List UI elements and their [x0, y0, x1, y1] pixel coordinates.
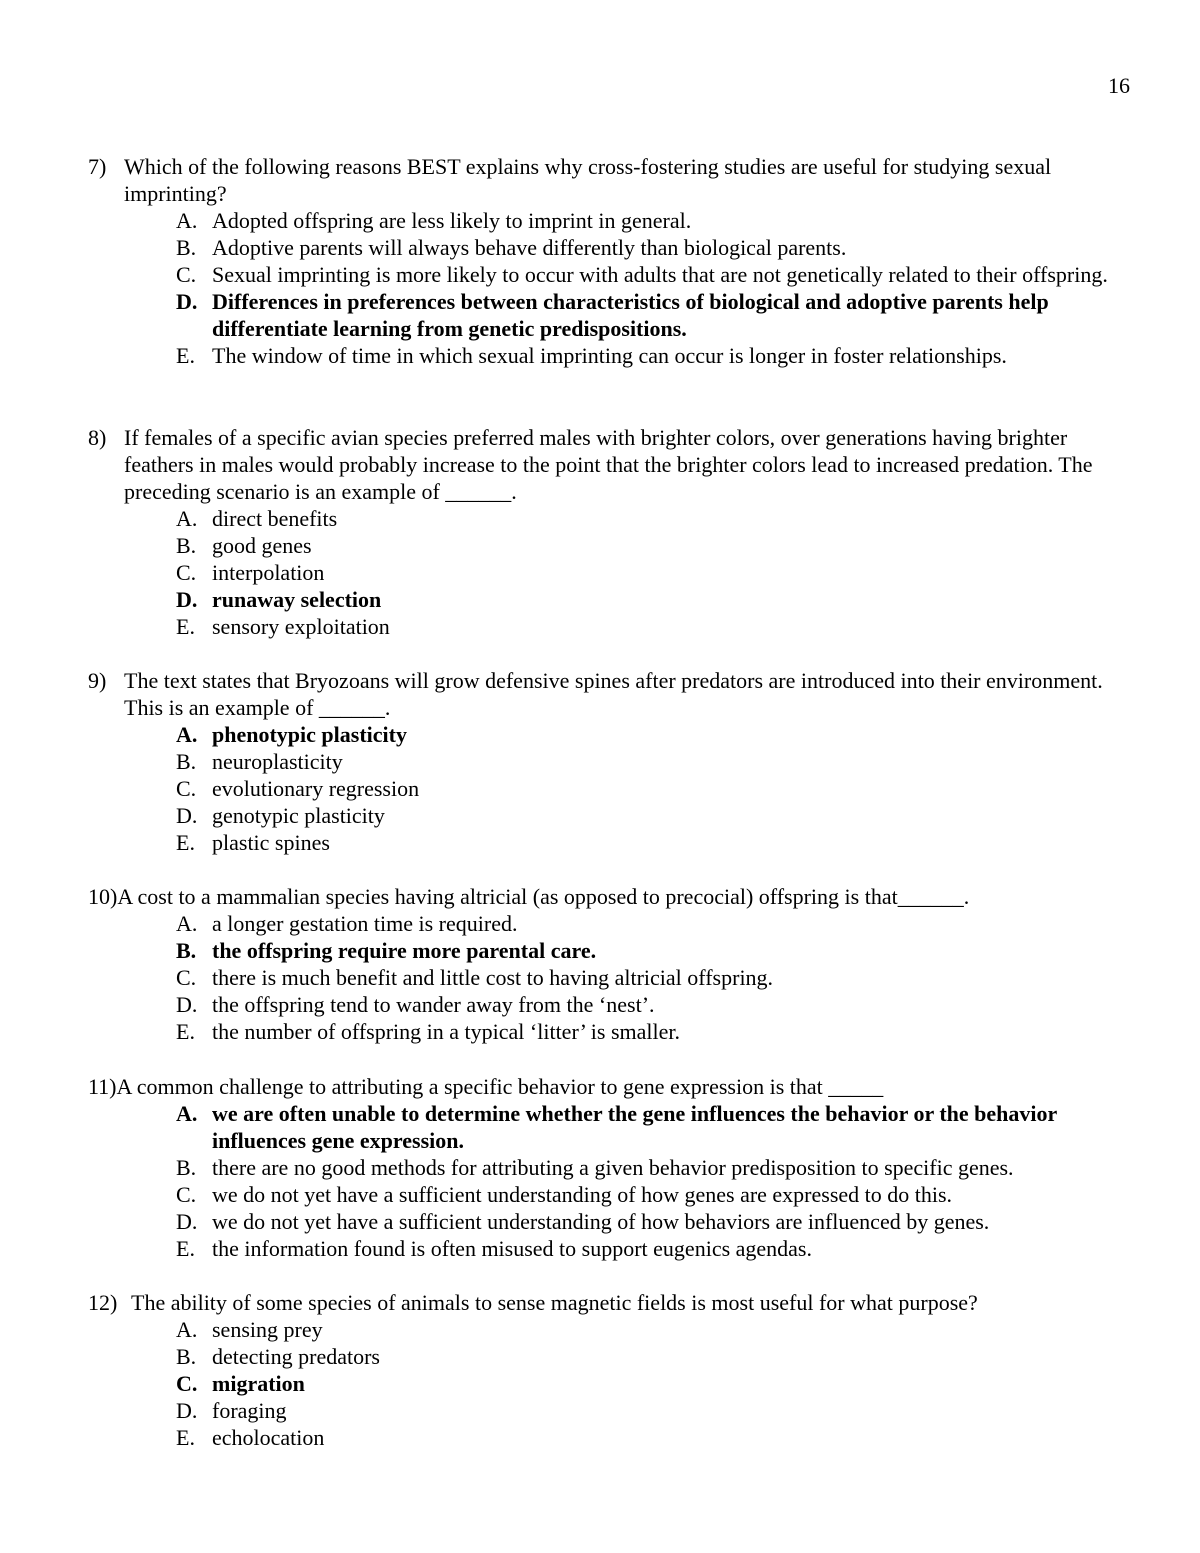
- option-e: [88, 342, 1123, 369]
- option-d: [88, 1397, 1123, 1424]
- question-text: If females of a specific avian species preferred males with brighter colors, over generations having brighter feathers in males would probably increase to the point that the brighter colors lead to increased predation. The preceding scenario is an example of ______.: [124, 425, 1093, 504]
- option-letter: E.: [176, 343, 195, 368]
- question-number: 9): [88, 668, 107, 693]
- option-d-correct: [88, 586, 1123, 613]
- option-text: evolutionary regression: [212, 776, 420, 801]
- option-letter: C.: [176, 965, 197, 990]
- option-text: genotypic plasticity: [212, 803, 385, 828]
- option-text: Sexual imprinting is more likely to occur with adults that are not genetically related to their offspring.: [212, 262, 1108, 287]
- answer-options: [88, 207, 1123, 369]
- option-text: the offspring require more parental care.: [212, 938, 597, 963]
- option-letter: C.: [176, 560, 197, 585]
- option-letter: A.: [176, 208, 198, 233]
- option-b: [88, 748, 1123, 775]
- option-letter: D.: [176, 1209, 198, 1234]
- answer-options: [88, 505, 1123, 640]
- option-text: Differences in preferences between characteristics of biological and adoptive parents help differentiate learning from genetic predispositions.: [212, 289, 1049, 341]
- option-text: foraging: [212, 1398, 287, 1423]
- option-letter: D.: [176, 1398, 198, 1423]
- option-c: [88, 559, 1123, 586]
- option-text: Adoptive parents will always behave differently than biological parents.: [212, 235, 847, 260]
- option-letter: A.: [176, 1101, 198, 1126]
- option-letter: B.: [176, 1344, 197, 1369]
- answer-options: [88, 721, 1123, 856]
- option-letter: D.: [176, 587, 198, 612]
- option-text: runaway selection: [212, 587, 382, 612]
- option-text: we do not yet have a sufficient understanding of how genes are expressed to do this.: [212, 1182, 953, 1207]
- option-letter: C.: [176, 262, 197, 287]
- option-text: we do not yet have a sufficient understanding of how behaviors are influenced by genes.: [212, 1209, 990, 1234]
- option-text: migration: [212, 1371, 305, 1396]
- option-d: [88, 802, 1123, 829]
- option-text: the number of offspring in a typical ‘litter’ is smaller.: [212, 1019, 680, 1044]
- question-number: 11): [88, 1074, 117, 1099]
- option-letter: D.: [176, 992, 198, 1017]
- option-c: [88, 1181, 1123, 1208]
- question-7: [88, 153, 1123, 369]
- option-c: [88, 775, 1123, 802]
- option-letter: B.: [176, 938, 197, 963]
- question-10: [88, 883, 1123, 1045]
- answer-options: [88, 1100, 1123, 1262]
- option-text: we are often unable to determine whether the gene influences the behavior or the behavior influences gene expression.: [212, 1101, 1057, 1153]
- option-text: a longer gestation time is required.: [212, 911, 518, 936]
- option-text: sensing prey: [212, 1317, 323, 1342]
- option-a: [88, 207, 1123, 234]
- option-a-correct: [88, 721, 1123, 748]
- question-11: [88, 1073, 1123, 1262]
- option-b: [88, 234, 1123, 261]
- option-e: [88, 613, 1123, 640]
- option-e: [88, 1018, 1123, 1045]
- question-number: 7): [88, 154, 107, 179]
- option-letter: A.: [176, 1317, 198, 1342]
- option-text: sensory exploitation: [212, 614, 390, 639]
- option-c: [88, 261, 1123, 288]
- option-a-correct: [88, 1100, 1123, 1154]
- option-b-correct: [88, 937, 1123, 964]
- option-letter: B.: [176, 749, 197, 774]
- option-e: [88, 1424, 1123, 1451]
- question-text: A common challenge to attributing a specific behavior to gene expression is that _____: [116, 1074, 884, 1099]
- question-text: A cost to a mammalian species having altricial (as opposed to precocial) offspring is that______.: [117, 884, 970, 909]
- question-text: The text states that Bryozoans will grow defensive spines after predators are introduced into their environment. This is an example of ______.: [124, 668, 1103, 720]
- option-text: plastic spines: [212, 830, 330, 855]
- option-letter: E.: [176, 830, 195, 855]
- option-a: [88, 910, 1123, 937]
- option-text: good genes: [212, 533, 312, 558]
- option-c: [88, 964, 1123, 991]
- question-8: [88, 424, 1123, 640]
- question-9: [88, 667, 1123, 856]
- option-b: [88, 1343, 1123, 1370]
- option-letter: B.: [176, 1155, 197, 1180]
- question-number: 8): [88, 425, 107, 450]
- option-letter: E.: [176, 1019, 195, 1044]
- option-text: there is much benefit and little cost to having altricial offspring.: [212, 965, 774, 990]
- question-12: [88, 1289, 1123, 1451]
- option-letter: B.: [176, 533, 197, 558]
- option-d: [88, 1208, 1123, 1235]
- option-text: echolocation: [212, 1425, 325, 1450]
- option-letter: D.: [176, 803, 198, 828]
- option-letter: E.: [176, 1425, 195, 1450]
- option-text: direct benefits: [212, 506, 338, 531]
- option-letter: D.: [176, 289, 198, 314]
- option-letter: A.: [176, 911, 198, 936]
- option-letter: B.: [176, 235, 197, 260]
- page-number: 16: [1108, 73, 1130, 98]
- question-number: 12): [88, 1290, 118, 1315]
- option-text: detecting predators: [212, 1344, 380, 1369]
- option-text: there are no good methods for attributing a given behavior predisposition to specific genes.: [212, 1155, 1014, 1180]
- option-d: [88, 991, 1123, 1018]
- option-letter: E.: [176, 1236, 195, 1261]
- option-letter: C.: [176, 1182, 197, 1207]
- option-d-correct: [88, 288, 1123, 342]
- answer-options: [88, 1316, 1123, 1451]
- option-a: [88, 505, 1123, 532]
- question-text: The ability of some species of animals to sense magnetic fields is most useful for what purpose?: [131, 1290, 978, 1315]
- option-e: [88, 1235, 1123, 1262]
- option-b: [88, 532, 1123, 559]
- option-a: [88, 1316, 1123, 1343]
- question-text: Which of the following reasons BEST explains why cross-fostering studies are useful for studying sexual imprinting?: [124, 154, 1052, 206]
- option-c-correct: [88, 1370, 1123, 1397]
- option-e: [88, 829, 1123, 856]
- option-letter: A.: [176, 506, 198, 531]
- option-text: phenotypic plasticity: [212, 722, 407, 747]
- option-text: neuroplasticity: [212, 749, 343, 774]
- option-letter: E.: [176, 614, 195, 639]
- option-text: Adopted offspring are less likely to imprint in general.: [212, 208, 692, 233]
- option-letter: C.: [176, 776, 197, 801]
- option-text: the offspring tend to wander away from the ‘nest’.: [212, 992, 655, 1017]
- option-text: the information found is often misused to support eugenics agendas.: [212, 1236, 812, 1261]
- answer-options: [88, 910, 1123, 1045]
- option-text: The window of time in which sexual imprinting can occur is longer in foster relationships.: [212, 343, 1007, 368]
- option-b: [88, 1154, 1123, 1181]
- option-text: interpolation: [212, 560, 325, 585]
- question-number: 10): [88, 884, 118, 909]
- option-letter: C.: [176, 1371, 198, 1396]
- option-letter: A.: [176, 722, 198, 747]
